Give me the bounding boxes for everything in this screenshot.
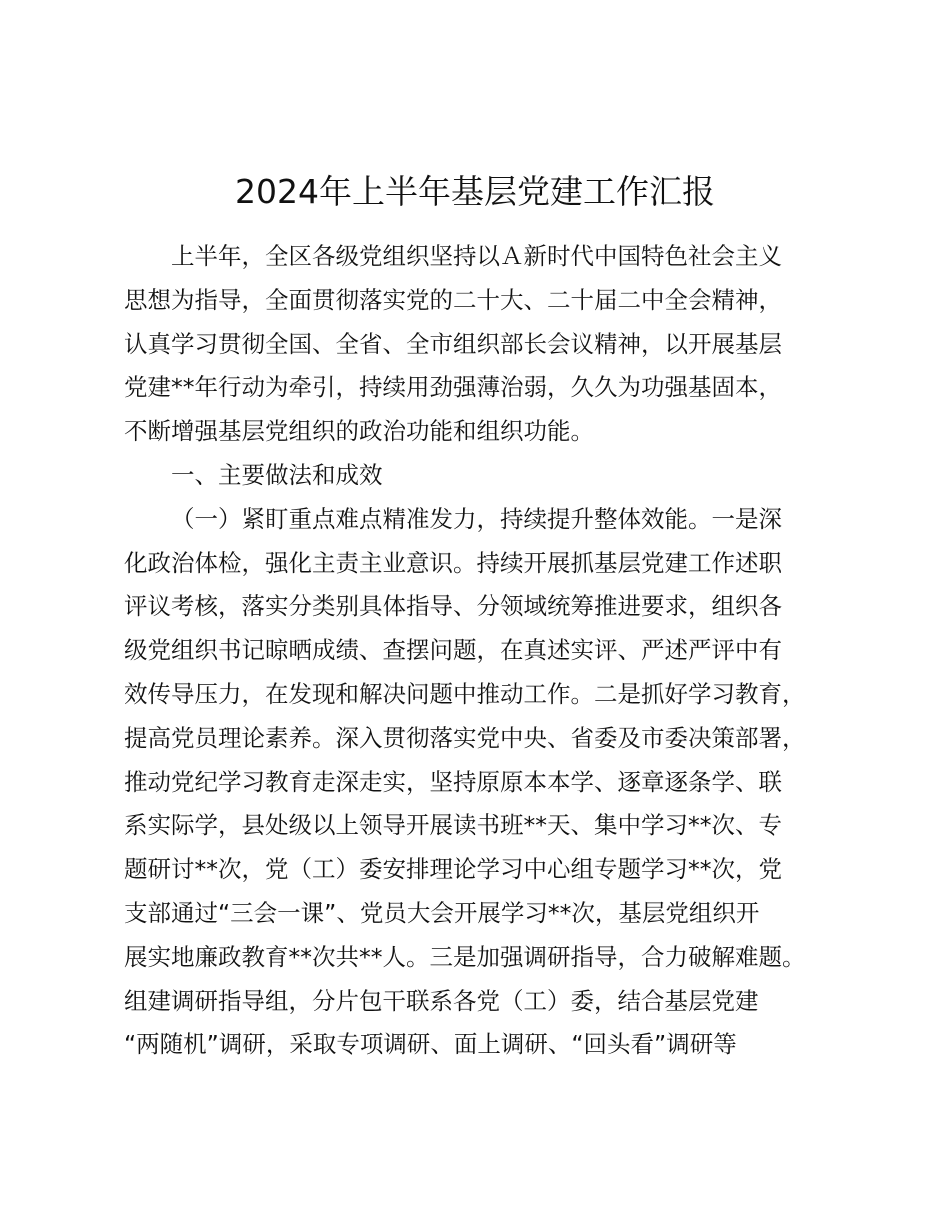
paragraph-line: 推动党纪学习教育走深走实，坚持原原本本学、逐章逐条学、联: [124, 767, 782, 796]
paragraph-line: 支部通过“三会一课”、党员大会开展学习**次，基层党组织开: [124, 898, 760, 927]
paragraph-line: 级党组织书记晾晒成绩、查摆问题，在真述实评、严述严评中有: [124, 636, 782, 665]
paragraph-line: （一）紧盯重点难点精准发力，持续提升整体效能。一是深: [171, 504, 782, 533]
paragraph-line: 提高党员理论素养。深入贯彻落实党中央、省委及市委决策部署，: [124, 723, 806, 752]
section-heading: 一、主要做法和成效: [171, 460, 383, 489]
paragraph-line: 展实地廉政教育**次共**人。三是加强调研指导，合力破解难题。: [124, 942, 806, 971]
paragraph-line: 党建**年行动为牵引，持续用劲强薄治弱，久久为功强基固本，: [124, 373, 782, 402]
paragraph-line: “两随机”调研，采取专项调研、面上调研、“回头看”调研等: [124, 1030, 737, 1059]
paragraph-line: 题研讨**次，党（工）委安排理论学习中心组专题学习**次，党: [124, 855, 782, 884]
document-body: [124, 235, 840, 1067]
paragraph-line: 思想为指导，全面贯彻落实党的二十大、二十届二中全会精神，: [124, 285, 782, 314]
paragraph-line: 不断增强基层党组织的政治功能和组织功能。: [124, 417, 594, 446]
paragraph-line: 认真学习贯彻全国、全省、全市组织部长会议精神，以开展基层: [124, 329, 782, 358]
document-title: 2024年上半年基层党建工作汇报: [235, 172, 715, 211]
paragraph-line: 效传导压力，在发现和解决问题中推动工作。二是抓好学习教育，: [124, 679, 806, 708]
paragraph-line: 组建调研指导组，分片包干联系各党（工）委，结合基层党建: [124, 986, 759, 1015]
paragraph-line: 上半年，全区各级党组织坚持以Ａ新时代中国特色社会主义: [171, 242, 782, 270]
paragraph-line: 化政治体检，强化主责主业意识。持续开展抓基层党建工作述职: [124, 548, 782, 577]
paragraph-line: 系实际学，县处级以上领导开展读书班**天、集中学习**次、专: [124, 811, 782, 840]
paragraph-line: 评议考核，落实分类别具体指导、分领域统筹推进要求，组织各: [124, 592, 782, 621]
